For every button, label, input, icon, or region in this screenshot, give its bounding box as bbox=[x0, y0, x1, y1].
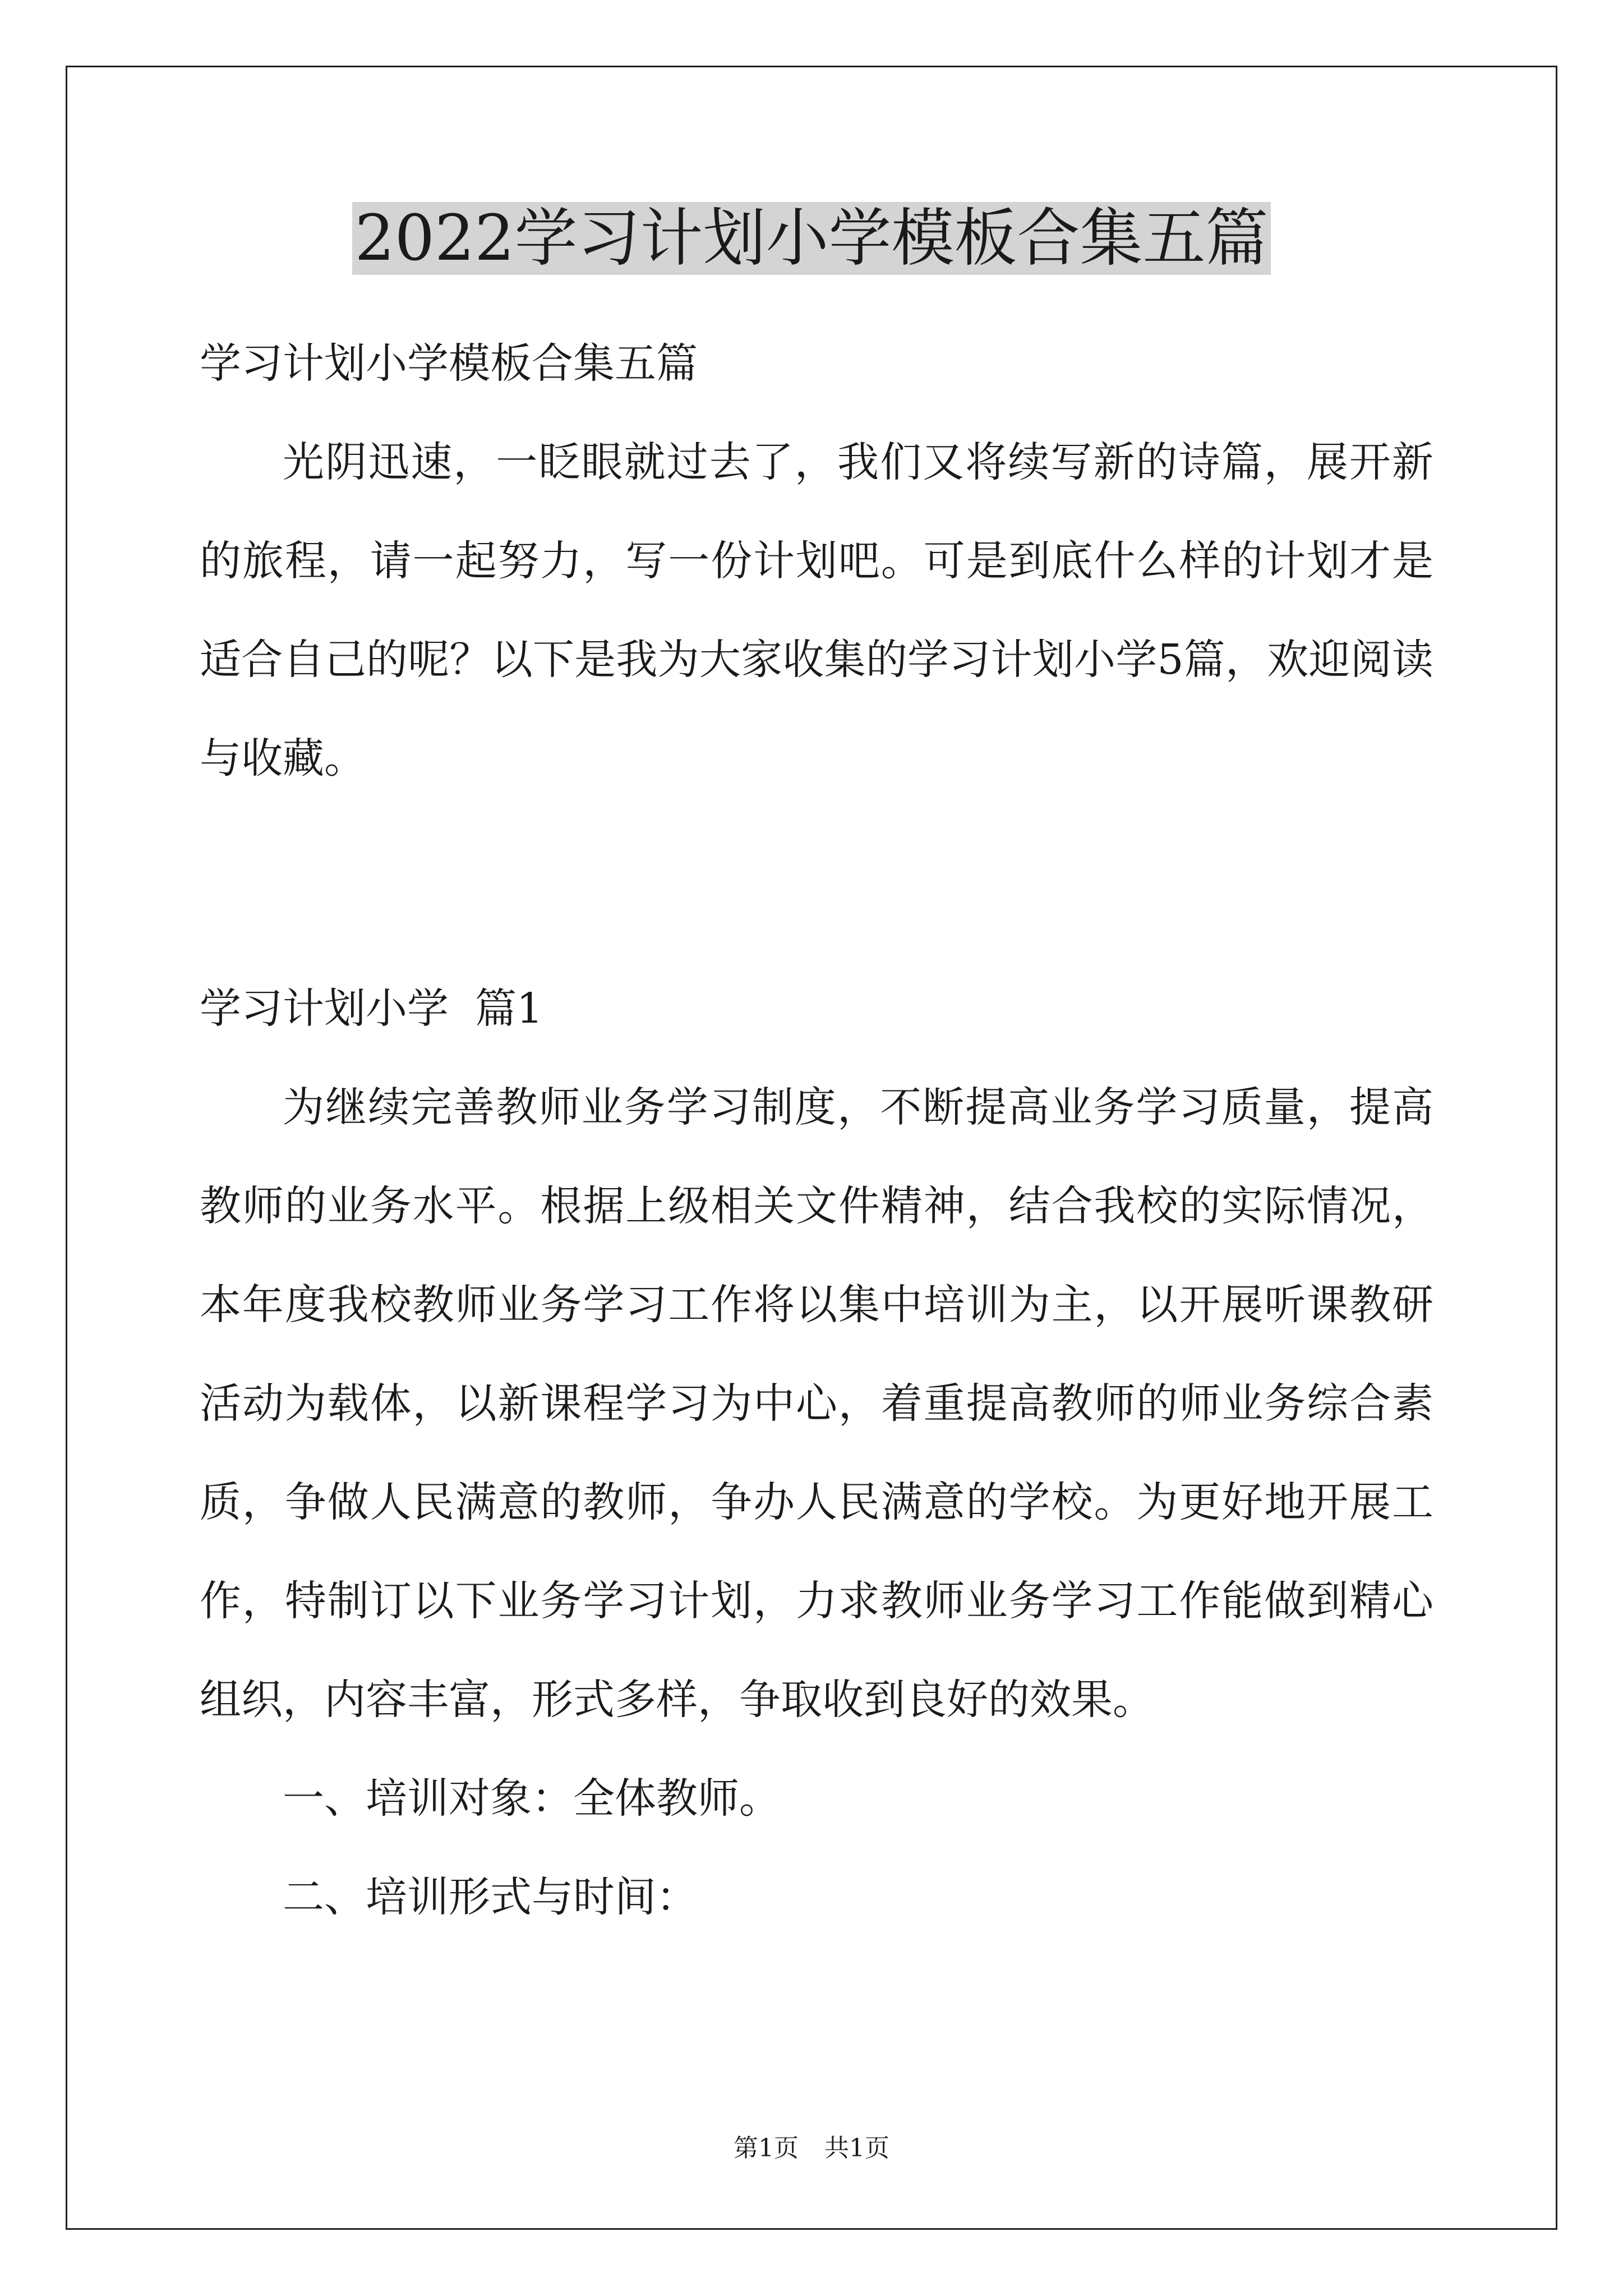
page-footer bbox=[0, 2132, 1623, 2165]
intro-paragraph: 光阴迅速，一眨眼就过去了，我们又将续写新的诗篇，展开新的旅程，请一起努力，写一份计划吧。可是到底什么样的计划才是适合自己的呢？以下是我为大家收集的学习计划小学5篇，欢迎阅读与收藏。 bbox=[200, 438, 1433, 783]
document-subtitle: 学习计划小学模板合集五篇 bbox=[200, 339, 698, 388]
page-total: 共1页 bbox=[824, 2134, 889, 2162]
page-number: 第1页 bbox=[734, 2134, 799, 2162]
list-item-training-form: 二、培训形式与时间： bbox=[283, 1873, 698, 1921]
section-paragraph: 为继续完善教师业务学习制度，不断提高业务学习质量，提高教师的业务水平。根据上级相关文件精神，结合我校的实际情况，本年度我校教师业务学习工作将以集中培训为主，以开展听课教研活动为载体，以新课程学习为中心，着重提高教师的师业务综合素质，争做人民满意的教师，争办人民满意的学校。为更好地开展工作，特制订以下业务学习计划，力求教师业务学习工作能做到精心组织，内容丰富，形式多样，争取收到良好的效果。 bbox=[200, 1083, 1433, 1724]
document-title bbox=[0, 196, 1623, 280]
document-body bbox=[200, 314, 1433, 1947]
list-item-training-target: 一、培训对象：全体教师。 bbox=[283, 1774, 781, 1823]
document-title-text: 2022学习计划小学模板合集五篇 bbox=[352, 202, 1270, 275]
section-heading: 学习计划小学 篇1 bbox=[200, 984, 543, 1033]
